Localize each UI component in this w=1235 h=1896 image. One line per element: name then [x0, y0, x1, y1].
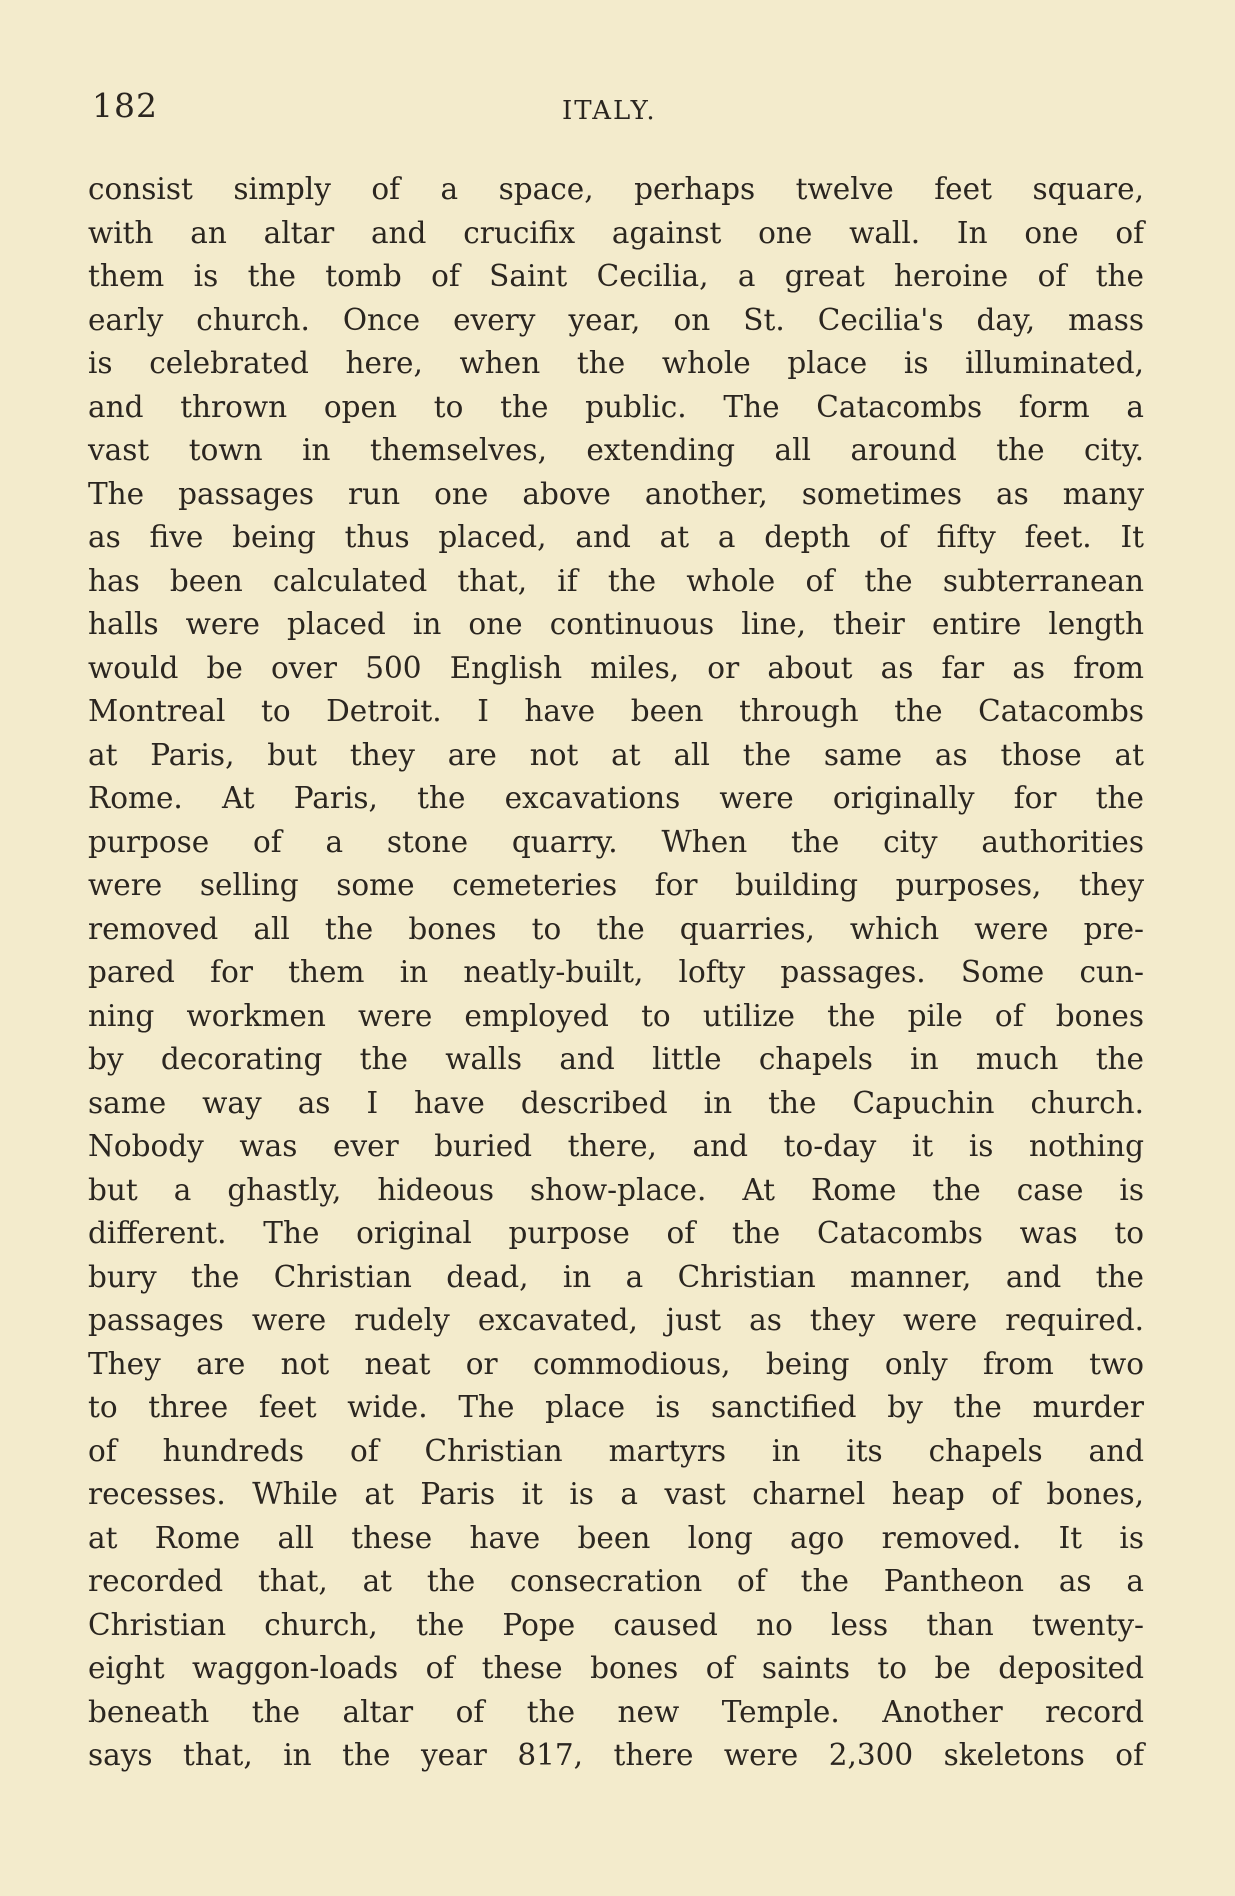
text-line: as five being thus placed, and at a depth of fifty feet. It	[88, 520, 1144, 554]
text-line: removed all the bones to the quarries, which were pre-	[88, 911, 1144, 946]
text-line: recesses. While at Paris it is a vast charnel heap of bones,	[88, 1477, 1144, 1511]
text-line: The passages run one above another, sometimes as many	[88, 476, 1144, 511]
text-line: is celebrated here, when the whole place is illuminated,	[88, 346, 1144, 380]
text-line: pared for them in neatly-built, lofty passages. Some cun-	[88, 955, 1144, 989]
text-line: them is the tomb of Saint Cecilia, a great heroine of the	[88, 259, 1144, 293]
text-line: They are not neat or commodious, being only from two	[88, 1346, 1144, 1381]
text-line: has been calculated that, if the whole of the subterranean	[88, 563, 1144, 598]
text-line: but a ghastly, hideous show-place. At Rome the case is	[88, 1172, 1144, 1207]
text-line: same way as I have described in the Capuchin church.	[88, 1085, 1144, 1120]
text-line: different. The original purpose of the Catacombs was to	[88, 1216, 1144, 1250]
text-line: ning workmen were employed to utilize the pile of bones	[88, 998, 1144, 1033]
text-line: early church. Once every year, on St. Cecilia's day, mass	[88, 302, 1144, 337]
text-line: purpose of a stone quarry. When the city authorities	[88, 824, 1144, 859]
text-line: and thrown open to the public. The Catacombs form a	[88, 389, 1144, 424]
running-head	[92, 86, 1142, 136]
text-line: Rome. At Paris, the excavations were originally for the	[88, 781, 1144, 815]
text-line: beneath the altar of the new Temple. Another record	[88, 1694, 1144, 1729]
text-line: by decorating the walls and little chapels in much the	[88, 1042, 1144, 1076]
text-line: consist simply of a space, perhaps twelve feet square,	[88, 172, 1144, 206]
text-line: bury the Christian dead, in a Christian manner, and the	[88, 1259, 1144, 1294]
text-line: of hundreds of Christian martyrs in its chapels and	[88, 1433, 1144, 1468]
text-line: eight waggon-loads of these bones of saints to be deposited	[88, 1651, 1144, 1685]
text-line: at Rome all these have been long ago removed. It is	[88, 1520, 1144, 1555]
text-line: to three feet wide. The place is sanctified by the murder	[88, 1390, 1144, 1424]
text-line: recorded that, at the consecration of the Pantheon as a	[88, 1564, 1144, 1598]
text-line: Montreal to Detroit. I have been through the Catacombs	[88, 694, 1144, 728]
text-line: says that, in the year 817, there were 2,300 skeletons of	[88, 1738, 1144, 1772]
text-line: vast town in themselves, extending all around the city.	[88, 433, 1144, 467]
text-line: Nobody was ever buried there, and to-day it is nothing	[88, 1129, 1144, 1163]
text-line: passages were rudely excavated, just as they were required.	[88, 1303, 1144, 1337]
text-line: were selling some cemeteries for building purposes, they	[88, 868, 1144, 902]
text-line: would be over 500 English miles, or about as far as from	[88, 650, 1144, 685]
text-line: Christian church, the Pope caused no less than twenty-	[88, 1607, 1144, 1642]
page-number: 182	[92, 86, 158, 125]
running-title: ITALY.	[562, 96, 657, 126]
text-line: halls were placed in one continuous line, their entire length	[88, 607, 1144, 641]
body-text	[88, 168, 1144, 1778]
text-line: at Paris, but they are not at all the same as those at	[88, 737, 1144, 772]
text-line: with an altar and crucifix against one wall. In one of	[88, 215, 1144, 250]
